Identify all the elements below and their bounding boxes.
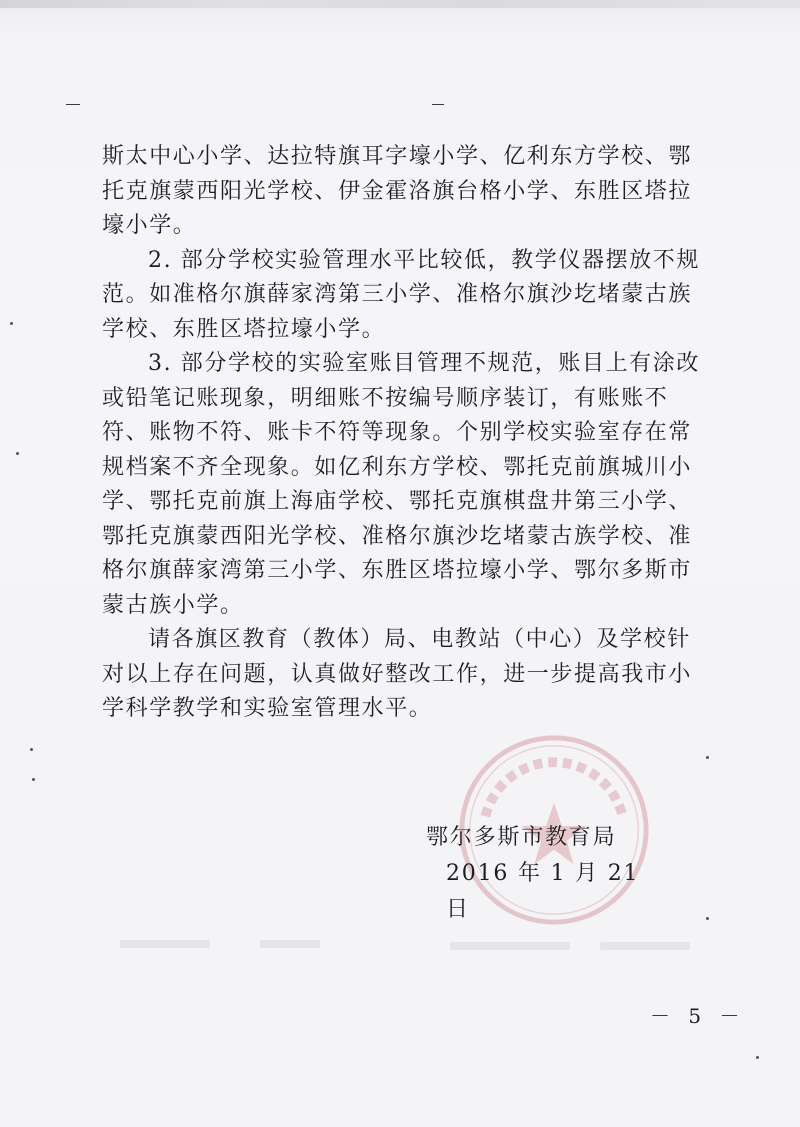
scan-dot xyxy=(30,748,33,751)
bleed-through-text xyxy=(450,942,570,950)
page-number: － 5 － xyxy=(650,1004,746,1028)
paragraph-continuation: 斯太中心小学、达拉特旗耳字壕小学、亿利东方学校、鄂托克旗蒙西阳光学校、伊金霍洛旗台格小学、东胜区塔拉壕小学。 xyxy=(102,144,693,238)
bleed-through-text xyxy=(600,942,690,950)
scan-dot xyxy=(16,452,19,455)
bleed-through-text xyxy=(260,940,320,948)
issue-date: 2016 年 1 月 21 日 xyxy=(446,861,640,922)
issuing-organization: 鄂尔多斯市教育局 xyxy=(426,825,617,850)
scan-dot xyxy=(706,756,709,759)
signature-block xyxy=(426,820,646,928)
header-mark-right xyxy=(432,104,444,105)
paragraph-closing: 请各旗区教育（教体）局、电教站（中心）及学校针对以上存在问题，认真做好整改工作，进一步提高我市小学科学教学和实验室管理水平。 xyxy=(102,627,693,721)
scan-dot xyxy=(706,917,709,920)
paragraph-item-3: 3. 部分学校的实验室账目管理不规范，账目上有涂改或铅笔记账现象，明细账不按编号顺序装订，有账账不符、账物不符、账卡不符等现象。个别学校实验室存在常规档案不齐全现象。如亿利东方学校、鄂托克前旗城川小学、鄂托克前旗上海庙学校、鄂托克旗棋盘井第三小学、鄂托克旗蒙西阳光学校、准格尔旗沙圪堵蒙古族学校、准格尔旗薛家湾第三小学、东胜区塔拉壕小学、鄂尔多斯市蒙古族小学。 xyxy=(102,351,700,618)
header-mark-left xyxy=(66,104,80,105)
scan-edge xyxy=(0,0,800,8)
scan-dot xyxy=(756,1056,759,1059)
scan-dot xyxy=(32,778,35,781)
document-body xyxy=(102,140,702,727)
paragraph-item-2: 2. 部分学校实验管理水平比较低，教学仪器摆放不规范。如准格尔旗薛家湾第三小学、准格尔旗沙圪堵蒙古族学校、东胜区塔拉壕小学。 xyxy=(102,247,700,342)
scan-dot xyxy=(10,322,13,325)
bleed-through-text xyxy=(120,940,210,948)
